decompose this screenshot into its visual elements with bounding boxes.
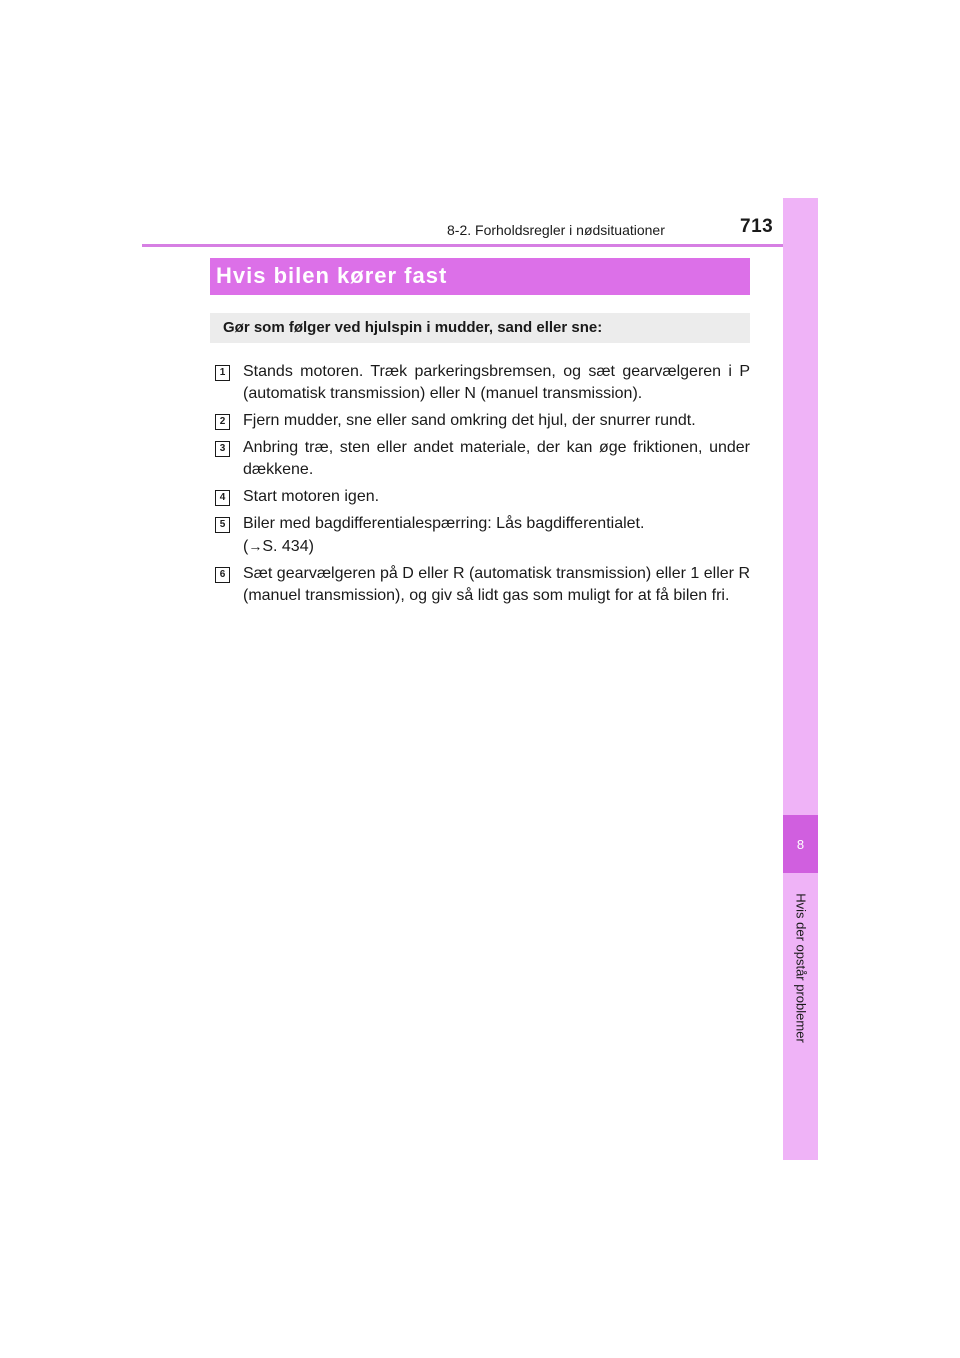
chapter-title-vertical: Hvis der opstår problemer	[793, 893, 809, 1043]
intro-text: Gør som følger ved hjulspin i mudder, sand eller sne:	[223, 319, 603, 336]
step-item	[215, 513, 750, 558]
step-number-box: 1	[215, 365, 230, 381]
step-text: Sæt gearvælgeren på D eller R (automatisk transmission) eller 1 eller R (manuel transmission), og giv så lidt gas som muligt for at få bilen fri.	[243, 565, 750, 604]
page-number: 713	[740, 216, 774, 237]
arrow-right-icon: →	[248, 538, 263, 554]
step-item	[215, 410, 750, 432]
chapter-number-tab: 8	[783, 815, 818, 873]
step-item	[215, 437, 750, 481]
reference-text: S. 434)	[262, 538, 314, 555]
step-text: Stands motoren. Træk parkeringsbremsen, og sæt gearvælgeren i P (automatisk transmission) eller N (manuel transmission).	[243, 363, 750, 402]
step-number-box: 4	[215, 490, 230, 506]
step-text: Biler med bagdifferentialespærring: Lås bagdifferentialet.	[243, 515, 645, 532]
step-text: Start motoren igen.	[243, 488, 380, 505]
intro-bar	[210, 313, 750, 343]
step-text: Anbring træ, sten eller andet materiale, der kan øge friktionen, under dækkene.	[243, 439, 750, 478]
step-item	[215, 486, 750, 508]
step-text: Fjern mudder, sne eller sand omkring det hjul, der snurrer rundt.	[243, 412, 696, 429]
step-number-box: 6	[215, 567, 230, 583]
section-title-bar	[210, 258, 750, 295]
page-reference	[243, 538, 314, 555]
step-item	[215, 361, 750, 405]
step-item	[215, 563, 750, 607]
step-list	[215, 361, 750, 612]
section-title: Hvis bilen kører fast	[216, 263, 448, 288]
reference-open-paren: (	[243, 538, 249, 555]
step-number-box: 2	[215, 414, 230, 430]
step-number-box: 3	[215, 441, 230, 457]
header-rule	[142, 244, 818, 247]
step-number-box: 5	[215, 517, 230, 533]
header-section-title: 8-2. Forholdsregler i nødsituationer	[447, 222, 665, 238]
